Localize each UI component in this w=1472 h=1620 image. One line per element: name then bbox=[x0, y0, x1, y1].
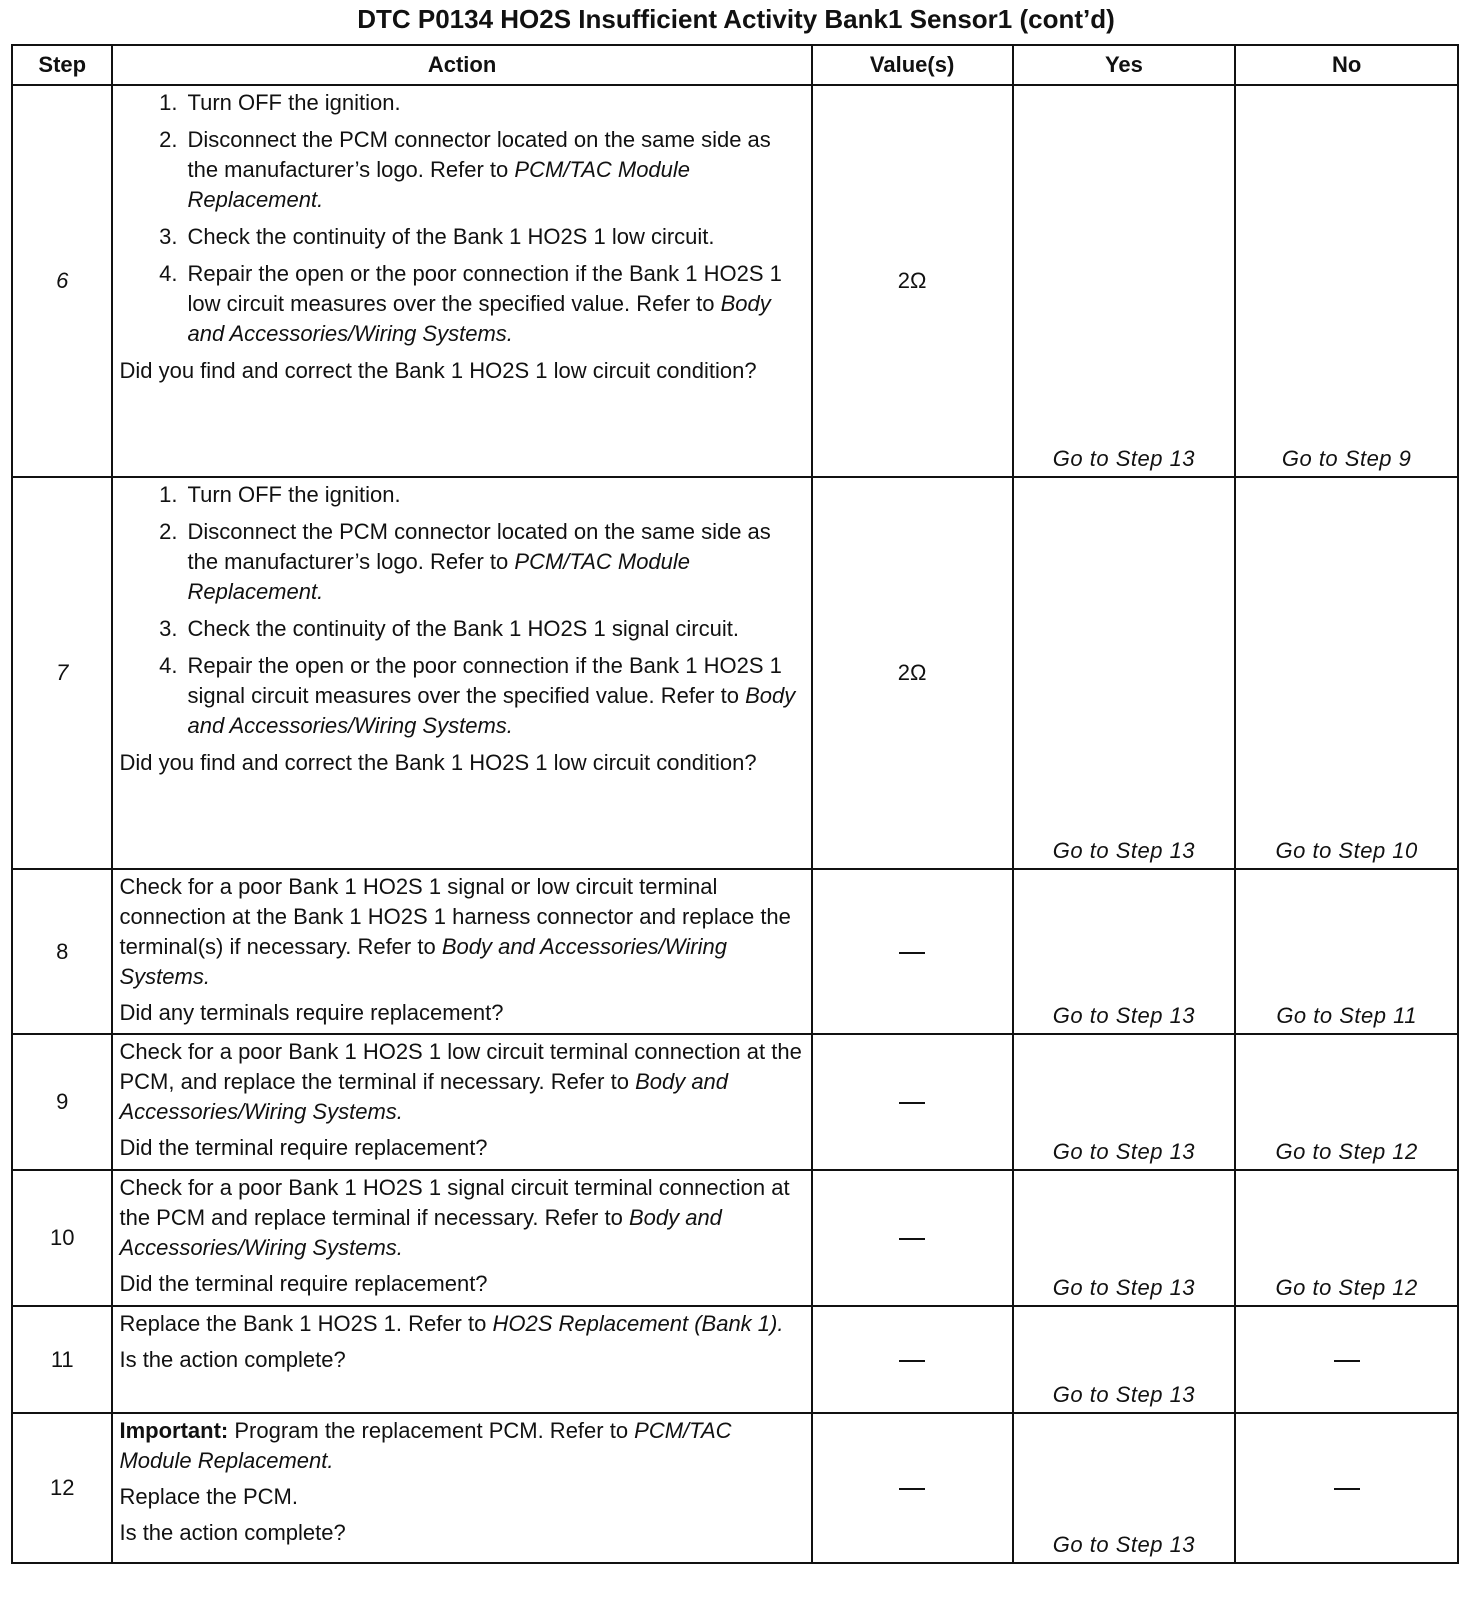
table-row-step-6 bbox=[12, 85, 1458, 477]
header-action: Action bbox=[112, 45, 811, 85]
yes-goto[interactable]: Go to Step 13 bbox=[1013, 1034, 1236, 1170]
action-cell bbox=[112, 1413, 811, 1563]
step-number: 8 bbox=[12, 869, 112, 1034]
yes-goto[interactable]: Go to Step 13 bbox=[1013, 1413, 1236, 1563]
instruction-text: Check for a poor Bank 1 HO2S 1 signal circuit terminal connection at the PCM and replace terminal if necessary. Refer to bbox=[119, 1175, 790, 1230]
no-goto[interactable]: Go to Step 10 bbox=[1235, 477, 1458, 869]
question-text: Did you find and correct the Bank 1 HO2S 1 low circuit condition? bbox=[119, 750, 757, 775]
question-text: Is the action complete? bbox=[119, 1520, 346, 1545]
step-number: 6 bbox=[12, 85, 112, 477]
item-number: 2. bbox=[159, 519, 178, 544]
yes-goto[interactable]: Go to Step 13 bbox=[1013, 477, 1236, 869]
header-values: Value(s) bbox=[812, 45, 1013, 85]
table-row-step-8 bbox=[12, 869, 1458, 1034]
action-cell bbox=[112, 85, 811, 477]
reference-link[interactable]: Body and Accessories/Wiring Systems. bbox=[187, 291, 771, 346]
no-goto[interactable]: Go to Step 12 bbox=[1235, 1034, 1458, 1170]
action-cell bbox=[112, 1306, 811, 1413]
reference-link[interactable]: HO2S Replacement (Bank 1). bbox=[492, 1311, 784, 1336]
question-text: Is the action complete? bbox=[119, 1347, 346, 1372]
dash-placeholder bbox=[899, 1360, 925, 1362]
instruction-text: Check for a poor Bank 1 HO2S 1 low circuit terminal connection at the PCM, and replace the terminal if necessary. Refer to bbox=[119, 1039, 802, 1094]
value-cell bbox=[812, 1034, 1013, 1170]
header-step: Step bbox=[12, 45, 112, 85]
dash-placeholder bbox=[899, 1238, 925, 1240]
no-cell bbox=[1235, 1306, 1458, 1413]
step-number: 11 bbox=[12, 1306, 112, 1413]
value-cell bbox=[812, 869, 1013, 1034]
item-text: Repair the open or the poor connection if the Bank 1 HO2S 1 signal circuit measures over the specified value. Refer to bbox=[187, 653, 782, 708]
item-text: Disconnect the PCM connector located on the same side as the manufacturer’s logo. Refer to bbox=[187, 127, 771, 182]
reference-link[interactable]: PCM/TAC Module Replacement. bbox=[119, 1418, 732, 1473]
table-row-step-12 bbox=[12, 1413, 1458, 1563]
table-row-step-9 bbox=[12, 1034, 1458, 1170]
dash-placeholder bbox=[899, 1102, 925, 1104]
list-item bbox=[119, 614, 804, 644]
value-cell: 2Ω bbox=[812, 85, 1013, 477]
table-row-step-7 bbox=[12, 477, 1458, 869]
header-row bbox=[12, 45, 1458, 85]
step-number: 10 bbox=[12, 1170, 112, 1306]
action-text bbox=[119, 1309, 804, 1339]
item-text: Turn OFF the ignition. bbox=[187, 90, 401, 115]
action-cell bbox=[112, 869, 811, 1034]
reference-link[interactable]: PCM/TAC Module Replacement. bbox=[187, 157, 691, 212]
step-number: 9 bbox=[12, 1034, 112, 1170]
item-number: 4. bbox=[159, 261, 178, 286]
item-text: Check the continuity of the Bank 1 HO2S 1 signal circuit. bbox=[187, 616, 739, 641]
item-number: 3. bbox=[159, 616, 178, 641]
step-number: 12 bbox=[12, 1413, 112, 1563]
action-cell bbox=[112, 477, 811, 869]
dash-placeholder bbox=[1334, 1488, 1360, 1490]
yes-goto[interactable]: Go to Step 13 bbox=[1013, 1170, 1236, 1306]
important-label: Important: bbox=[119, 1418, 229, 1443]
page-title: DTC P0134 HO2S Insufficient Activity Bank1 Sensor1 (cont’d) bbox=[357, 4, 1115, 34]
no-goto[interactable]: Go to Step 12 bbox=[1235, 1170, 1458, 1306]
action-steps bbox=[119, 480, 804, 741]
question-text: Did the terminal require replacement? bbox=[119, 1135, 488, 1160]
action-text bbox=[119, 1037, 804, 1127]
action-text bbox=[119, 1173, 804, 1263]
dash-placeholder bbox=[899, 1488, 925, 1490]
question-text: Did you find and correct the Bank 1 HO2S 1 low circuit condition? bbox=[119, 358, 757, 383]
reference-link[interactable]: Body and Accessories/Wiring Systems. bbox=[119, 1205, 722, 1260]
value-cell bbox=[812, 1306, 1013, 1413]
value-cell: 2Ω bbox=[812, 477, 1013, 869]
no-goto[interactable]: Go to Step 11 bbox=[1235, 869, 1458, 1034]
yes-goto[interactable]: Go to Step 13 bbox=[1013, 1306, 1236, 1413]
action-steps bbox=[119, 88, 804, 349]
item-number: 1. bbox=[159, 90, 178, 115]
dash-placeholder bbox=[899, 952, 925, 954]
reference-link[interactable]: Body and Accessories/Wiring Systems. bbox=[119, 1069, 729, 1124]
action-text bbox=[119, 872, 804, 992]
no-cell bbox=[1235, 1413, 1458, 1563]
list-item bbox=[119, 480, 804, 510]
action-cell bbox=[112, 1170, 811, 1306]
item-number: 1. bbox=[159, 482, 178, 507]
list-item bbox=[119, 517, 804, 607]
instruction-text: Program the replacement PCM. Refer to bbox=[228, 1418, 635, 1443]
item-text: Check the continuity of the Bank 1 HO2S 1 low circuit. bbox=[187, 224, 715, 249]
dash-placeholder bbox=[1334, 1360, 1360, 1362]
step-number: 7 bbox=[12, 477, 112, 869]
reference-link[interactable]: PCM/TAC Module Replacement. bbox=[187, 549, 691, 604]
question-text: Did the terminal require replacement? bbox=[119, 1271, 488, 1296]
reference-link[interactable]: Body and Accessories/Wiring Systems. bbox=[119, 934, 727, 989]
list-item bbox=[119, 222, 804, 252]
header-yes: Yes bbox=[1013, 45, 1236, 85]
list-item bbox=[119, 125, 804, 215]
value-cell bbox=[812, 1170, 1013, 1306]
list-item bbox=[119, 88, 804, 118]
item-number: 2. bbox=[159, 127, 178, 152]
item-text: Turn OFF the ignition. bbox=[187, 482, 401, 507]
instruction-text: Replace the Bank 1 HO2S 1. Refer to bbox=[119, 1311, 493, 1336]
no-goto[interactable]: Go to Step 9 bbox=[1235, 85, 1458, 477]
action-cell bbox=[112, 1034, 811, 1170]
item-text: Disconnect the PCM connector located on the same side as the manufacturer’s logo. Refer to bbox=[187, 519, 771, 574]
action-text bbox=[119, 1416, 804, 1476]
table-row-step-10 bbox=[12, 1170, 1458, 1306]
header-no: No bbox=[1235, 45, 1458, 85]
item-number: 3. bbox=[159, 224, 178, 249]
list-item bbox=[119, 259, 804, 349]
yes-goto[interactable]: Go to Step 13 bbox=[1013, 85, 1236, 477]
yes-goto[interactable]: Go to Step 13 bbox=[1013, 869, 1236, 1034]
item-text: Repair the open or the poor connection if the Bank 1 HO2S 1 low circuit measures over the specified value. Refer to bbox=[187, 261, 782, 316]
table-row-step-11 bbox=[12, 1306, 1458, 1413]
instruction-text: Check for a poor Bank 1 HO2S 1 signal or low circuit terminal connection at the Bank 1 HO2S 1 harness connector and replace the terminal(s) if necessary. Refer to bbox=[119, 874, 791, 959]
question-text: Did any terminals require replacement? bbox=[119, 1000, 504, 1025]
value-cell bbox=[812, 1413, 1013, 1563]
diagnostic-table bbox=[11, 44, 1459, 1564]
item-number: 4. bbox=[159, 653, 178, 678]
reference-link[interactable]: Body and Accessories/Wiring Systems. bbox=[187, 683, 796, 738]
list-item bbox=[119, 651, 804, 741]
instruction-line: Replace the PCM. bbox=[119, 1484, 298, 1509]
